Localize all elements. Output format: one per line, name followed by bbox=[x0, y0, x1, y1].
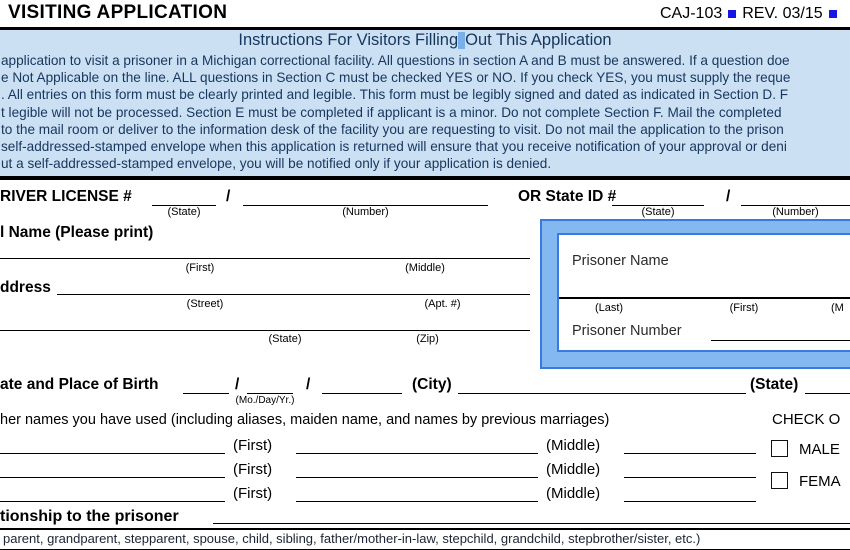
other-name-line bbox=[0, 460, 225, 478]
birth-city-label: (City) bbox=[412, 376, 452, 393]
other-name-line bbox=[624, 484, 756, 502]
prisoner-last-caption: (Last) bbox=[594, 302, 624, 314]
female-checkbox bbox=[771, 472, 788, 489]
birth-state-label: (State) bbox=[750, 376, 799, 393]
prisoner-name-label: Prisoner Name bbox=[572, 253, 669, 269]
page-title: VISITING APPLICATION bbox=[8, 2, 228, 23]
birth-state-line bbox=[805, 376, 850, 394]
blue-square-icon bbox=[829, 10, 837, 18]
instructions-body bbox=[1, 52, 850, 172]
row-middle-caption: (Middle) bbox=[546, 437, 601, 454]
sid-state-caption: (State) bbox=[641, 206, 675, 218]
instruction-line: self-addressed-stamped envelope when this application is returned will ensure that you receive notification of your approval or deni bbox=[1, 139, 787, 155]
other-name-line bbox=[296, 436, 538, 454]
state-id-label: OR State ID # bbox=[518, 188, 617, 205]
relationship-examples-box bbox=[0, 528, 850, 550]
instruction-line: e Not Applicable on the line. ALL questions in Section C must be checked YES or NO. If you check YES, you must supply the reque bbox=[1, 70, 791, 86]
birth-month-line bbox=[183, 376, 229, 394]
male-label: MALE bbox=[799, 441, 840, 458]
zip-caption: (Zip) bbox=[416, 333, 439, 345]
row-first-caption: (First) bbox=[233, 437, 273, 454]
revision-label: REV. 03/15 bbox=[742, 5, 823, 22]
other-names-label: her names you have used (including aliases, maiden name, and names by previous marriages) bbox=[0, 412, 610, 428]
other-name-line bbox=[0, 436, 225, 454]
addr-state-caption: (State) bbox=[268, 333, 302, 345]
row-first-caption: (First) bbox=[233, 461, 273, 478]
sid-number-line bbox=[741, 188, 850, 206]
prisoner-number-line bbox=[711, 325, 850, 341]
dl-state-line bbox=[152, 188, 216, 206]
birth-city-line bbox=[458, 376, 746, 394]
relationship-examples: parent, grandparent, stepparent, spouse, child, sibling, father/mother-in-law, stepchild, grandchild, stepbrother/sister, etc.) bbox=[3, 531, 701, 546]
row-middle-caption: (Middle) bbox=[546, 461, 601, 478]
instruction-line: . All entries on this form must be clearly printed and legible. This form must be legibly signed and dated as indicated in Section D. F bbox=[1, 87, 789, 103]
male-checkbox bbox=[771, 440, 788, 457]
prisoner-number-label: Prisoner Number bbox=[572, 323, 682, 339]
street-line bbox=[57, 277, 530, 295]
other-name-line bbox=[624, 436, 756, 454]
other-name-line bbox=[296, 484, 538, 502]
driver-license-label: RIVER LICENSE # bbox=[0, 188, 132, 205]
instructions-divider bbox=[0, 176, 850, 180]
blue-square-icon bbox=[728, 10, 736, 18]
row-middle-caption: (Middle) bbox=[546, 485, 601, 502]
sid-slash: / bbox=[726, 188, 731, 205]
row-first-caption: (First) bbox=[233, 485, 273, 502]
dl-number-line bbox=[243, 188, 488, 206]
address-label: ddress bbox=[0, 279, 51, 296]
street-caption: (Street) bbox=[186, 298, 224, 310]
instruction-line: ut a self-addressed-stamped envelope, you will be notified only if your application is denied. bbox=[1, 156, 552, 172]
sid-state-line bbox=[612, 188, 704, 206]
other-name-line bbox=[624, 460, 756, 478]
form-meta bbox=[660, 5, 837, 23]
prisoner-first-caption: (First) bbox=[729, 302, 759, 314]
relationship-line bbox=[213, 506, 850, 524]
prisoner-middle-caption: (M bbox=[831, 302, 844, 314]
apt-caption: (Apt. #) bbox=[424, 298, 461, 310]
instruction-line: to the mail room or deliver to the information desk of the facility you are requesting to visit. Do not mail the application to the prison bbox=[1, 121, 784, 137]
check-one-label: CHECK O bbox=[772, 411, 841, 428]
dl-number-caption: (Number) bbox=[342, 206, 389, 218]
instruction-line: t legible will not be processed. Section E must be completed if applicant is a minor. Do not complete Section F. Mail the completed bbox=[1, 104, 782, 120]
instructions-title: Instructions For Visitors Filling Out This Application bbox=[238, 31, 612, 49]
full-name-label: l Name (Please print) bbox=[0, 224, 154, 241]
female-label: FEMA bbox=[799, 473, 841, 490]
dl-state-caption: (State) bbox=[167, 206, 201, 218]
relationship-label: tionship to the prisoner bbox=[0, 508, 179, 525]
other-name-line bbox=[296, 460, 538, 478]
name-first-caption: (First) bbox=[185, 262, 215, 274]
date-format-caption: (Mo./Day/Yr.) bbox=[235, 395, 295, 406]
name-line bbox=[0, 241, 530, 259]
form-number: CAJ-103 bbox=[660, 5, 723, 22]
other-name-line bbox=[0, 484, 225, 502]
prisoner-name-line bbox=[559, 297, 850, 299]
name-middle-caption: (Middle) bbox=[405, 262, 445, 274]
sid-number-caption: (Number) bbox=[772, 206, 819, 218]
instructions-box bbox=[0, 30, 850, 176]
instruction-line: application to visit a prisoner in a Michigan correctional facility. All questions in section A and B must be answered. If a question doe bbox=[1, 53, 790, 68]
birth-day-line bbox=[247, 376, 293, 394]
birth-label: ate and Place of Birth bbox=[0, 376, 159, 393]
birth-slash: / bbox=[306, 376, 311, 393]
birth-year-line bbox=[322, 376, 402, 394]
birth-slash: / bbox=[235, 376, 240, 393]
city-state-line bbox=[0, 313, 530, 331]
prisoner-info-box bbox=[557, 233, 850, 352]
dl-slash: / bbox=[226, 188, 231, 205]
